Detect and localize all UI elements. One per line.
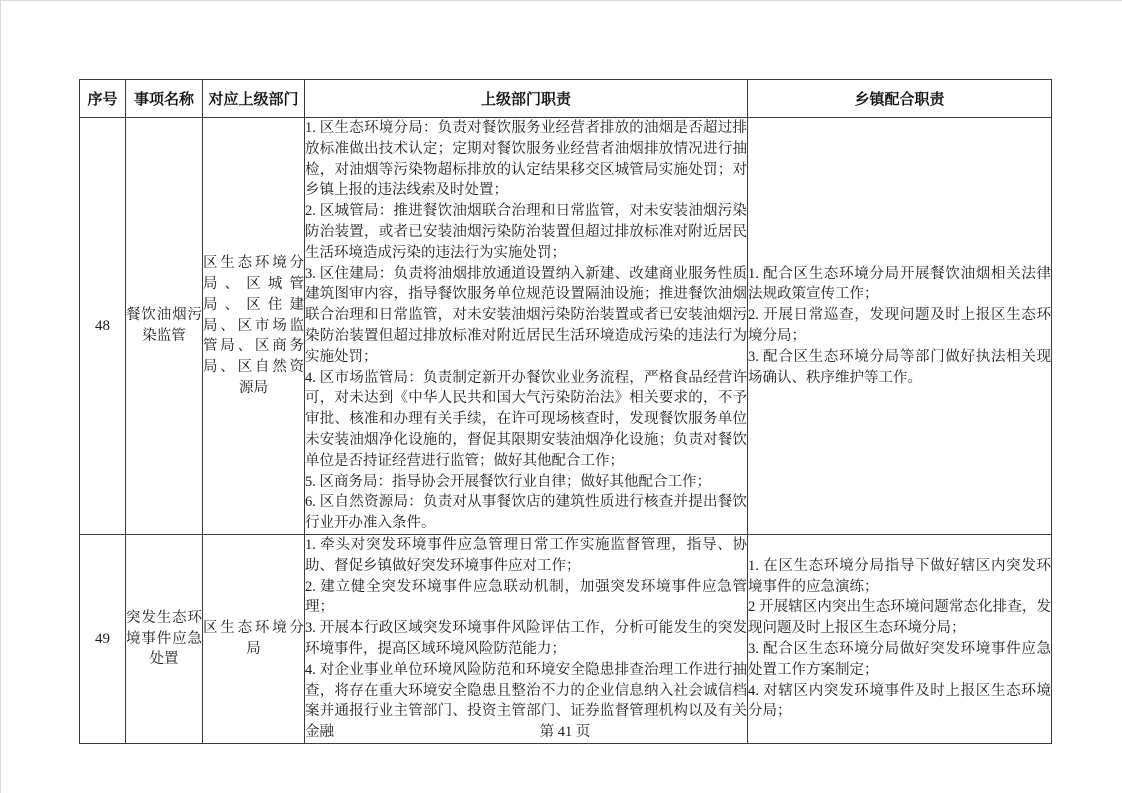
column-header-departments: 对应上级部门 — [203, 80, 305, 118]
column-header-seq: 序号 — [80, 80, 126, 118]
column-header-township-duties: 乡镇配合职责 — [748, 80, 1052, 118]
column-header-superior-duties: 上级部门职责 — [305, 80, 748, 118]
duty-item: 3. 开展本行政区域突发环境事件风险评估工作，分析可能发生的突发环境事件，提高区域环境风险防范能力； — [305, 620, 747, 657]
cell-township-duties — [748, 118, 1052, 535]
cell-item-name: 餐饮油烟污染监管 — [126, 118, 203, 535]
column-header-item-name: 事项名称 — [126, 80, 203, 118]
table-row — [80, 534, 1052, 743]
table-row — [80, 118, 1052, 535]
duty-item: 4. 区市场监管局：负责制定新开办餐饮业业务流程，严格食品经营许可，对未达到《中华人民共和国大气污染防治法》相关要求的，不予审批、核准和办理有关手续，在许可现场核查时，发现餐饮服务单位未安装油烟净化设施的，督促其限期安装油烟净化设施；负责对餐饮单位是否持证经营进行监管；做好其他配合工作； — [305, 369, 747, 469]
duty-item: 1. 牵头对突发环境事件应急管理日常工作实施监督管理，指导、协助、督促乡镇做好突发环境事件应对工作； — [305, 536, 747, 574]
cell-departments: 区生态环境分局、区城管局、区住建局、区市场监管局、区商务局、区自然资源局 — [203, 118, 305, 535]
duty-item: 2. 区城管局：推进餐饮油烟联合治理和日常监管，对未安装油烟污染防治装置，或者已安装油烟污染防治装置但超过排放标准对附近居民生活环境造成污染的违法行为实施处罚； — [305, 203, 747, 261]
duty-item: 4. 对企业事业单位环境风险防范和环境安全隐患排查治理工作进行抽查，将存在重大环境安全隐患且整治不力的企业信息纳入社会诚信档案并通报行业主管部门、投资主管部门、证券监督管理机构以及有关金融 — [305, 661, 747, 741]
responsibility-table — [79, 79, 1052, 744]
cell-seq: 48 — [80, 118, 126, 535]
duty-item: 2. 开展日常巡查，发现问题及时上报区生态环境分局； — [748, 307, 1051, 344]
duty-item: 3. 配合区生态环境分局等部门做好执法相关现场确认、秩序维护等工作。 — [748, 348, 1051, 386]
cell-township-duties — [748, 534, 1052, 743]
duty-item: 2 开展辖区内突出生态环境问题常态化排查，发现问题及时上报区生态环境分局； — [748, 599, 1051, 637]
duty-item: 4. 对辖区内突发环境事件及时上报区生态环境分局； — [748, 682, 1051, 720]
duty-item: 6. 区自然资源局：负责对从事餐饮店的建筑性质进行核查并提出餐饮行业开办准入条件。 — [305, 494, 747, 532]
page-number: 第 41 页 — [539, 724, 591, 740]
cell-departments: 区生态环境分局 — [203, 534, 305, 743]
duty-item: 1. 区生态环境分局：负责对餐饮服务业经营者排放的油烟是否超过排放标准做出技术认定；定期对餐饮服务业经营者油烟排放情况进行抽检，对油烟等污染物超标排放的认定结果移交区城管局实施处罚；对乡镇上报的违法线索及时处置； — [305, 120, 747, 199]
duty-item: 2. 建立健全突发环境事件应急联动机制，加强突发环境事件应急管理； — [305, 578, 747, 616]
cell-item-name: 突发生态环境事件应急处置 — [126, 534, 203, 743]
cell-superior-duties — [305, 118, 748, 535]
duty-item: 3. 配合区生态环境分局做好突发环境事件应急处置工作方案制定； — [748, 640, 1051, 678]
duty-item: 1. 配合区生态环境分局开展餐饮油烟相关法律法规政策宣传工作； — [748, 265, 1051, 303]
header-row — [80, 80, 1052, 118]
duty-item: 1. 在区生态环境分局指导下做好辖区内突发环境事件的应急演练； — [748, 557, 1051, 595]
cell-seq: 49 — [80, 534, 126, 743]
duty-item: 5. 区商务局：指导协会开展餐饮行业自律；做好其他配合工作； — [305, 473, 711, 490]
duty-item: 3. 区住建局：负责将油烟排放通道设置纳入新建、改建商业服务性质建筑图审内容，指导餐饮服务单位规范设置隔油设施；推进餐饮油烟联合治理和日常监管，对未安装油烟污染防治装置或者已安装油烟污染防治装置但超过排放标准对附近居民生活环境造成污染的违法行为实施处罚； — [305, 265, 747, 365]
cell-superior-duties — [305, 534, 748, 743]
